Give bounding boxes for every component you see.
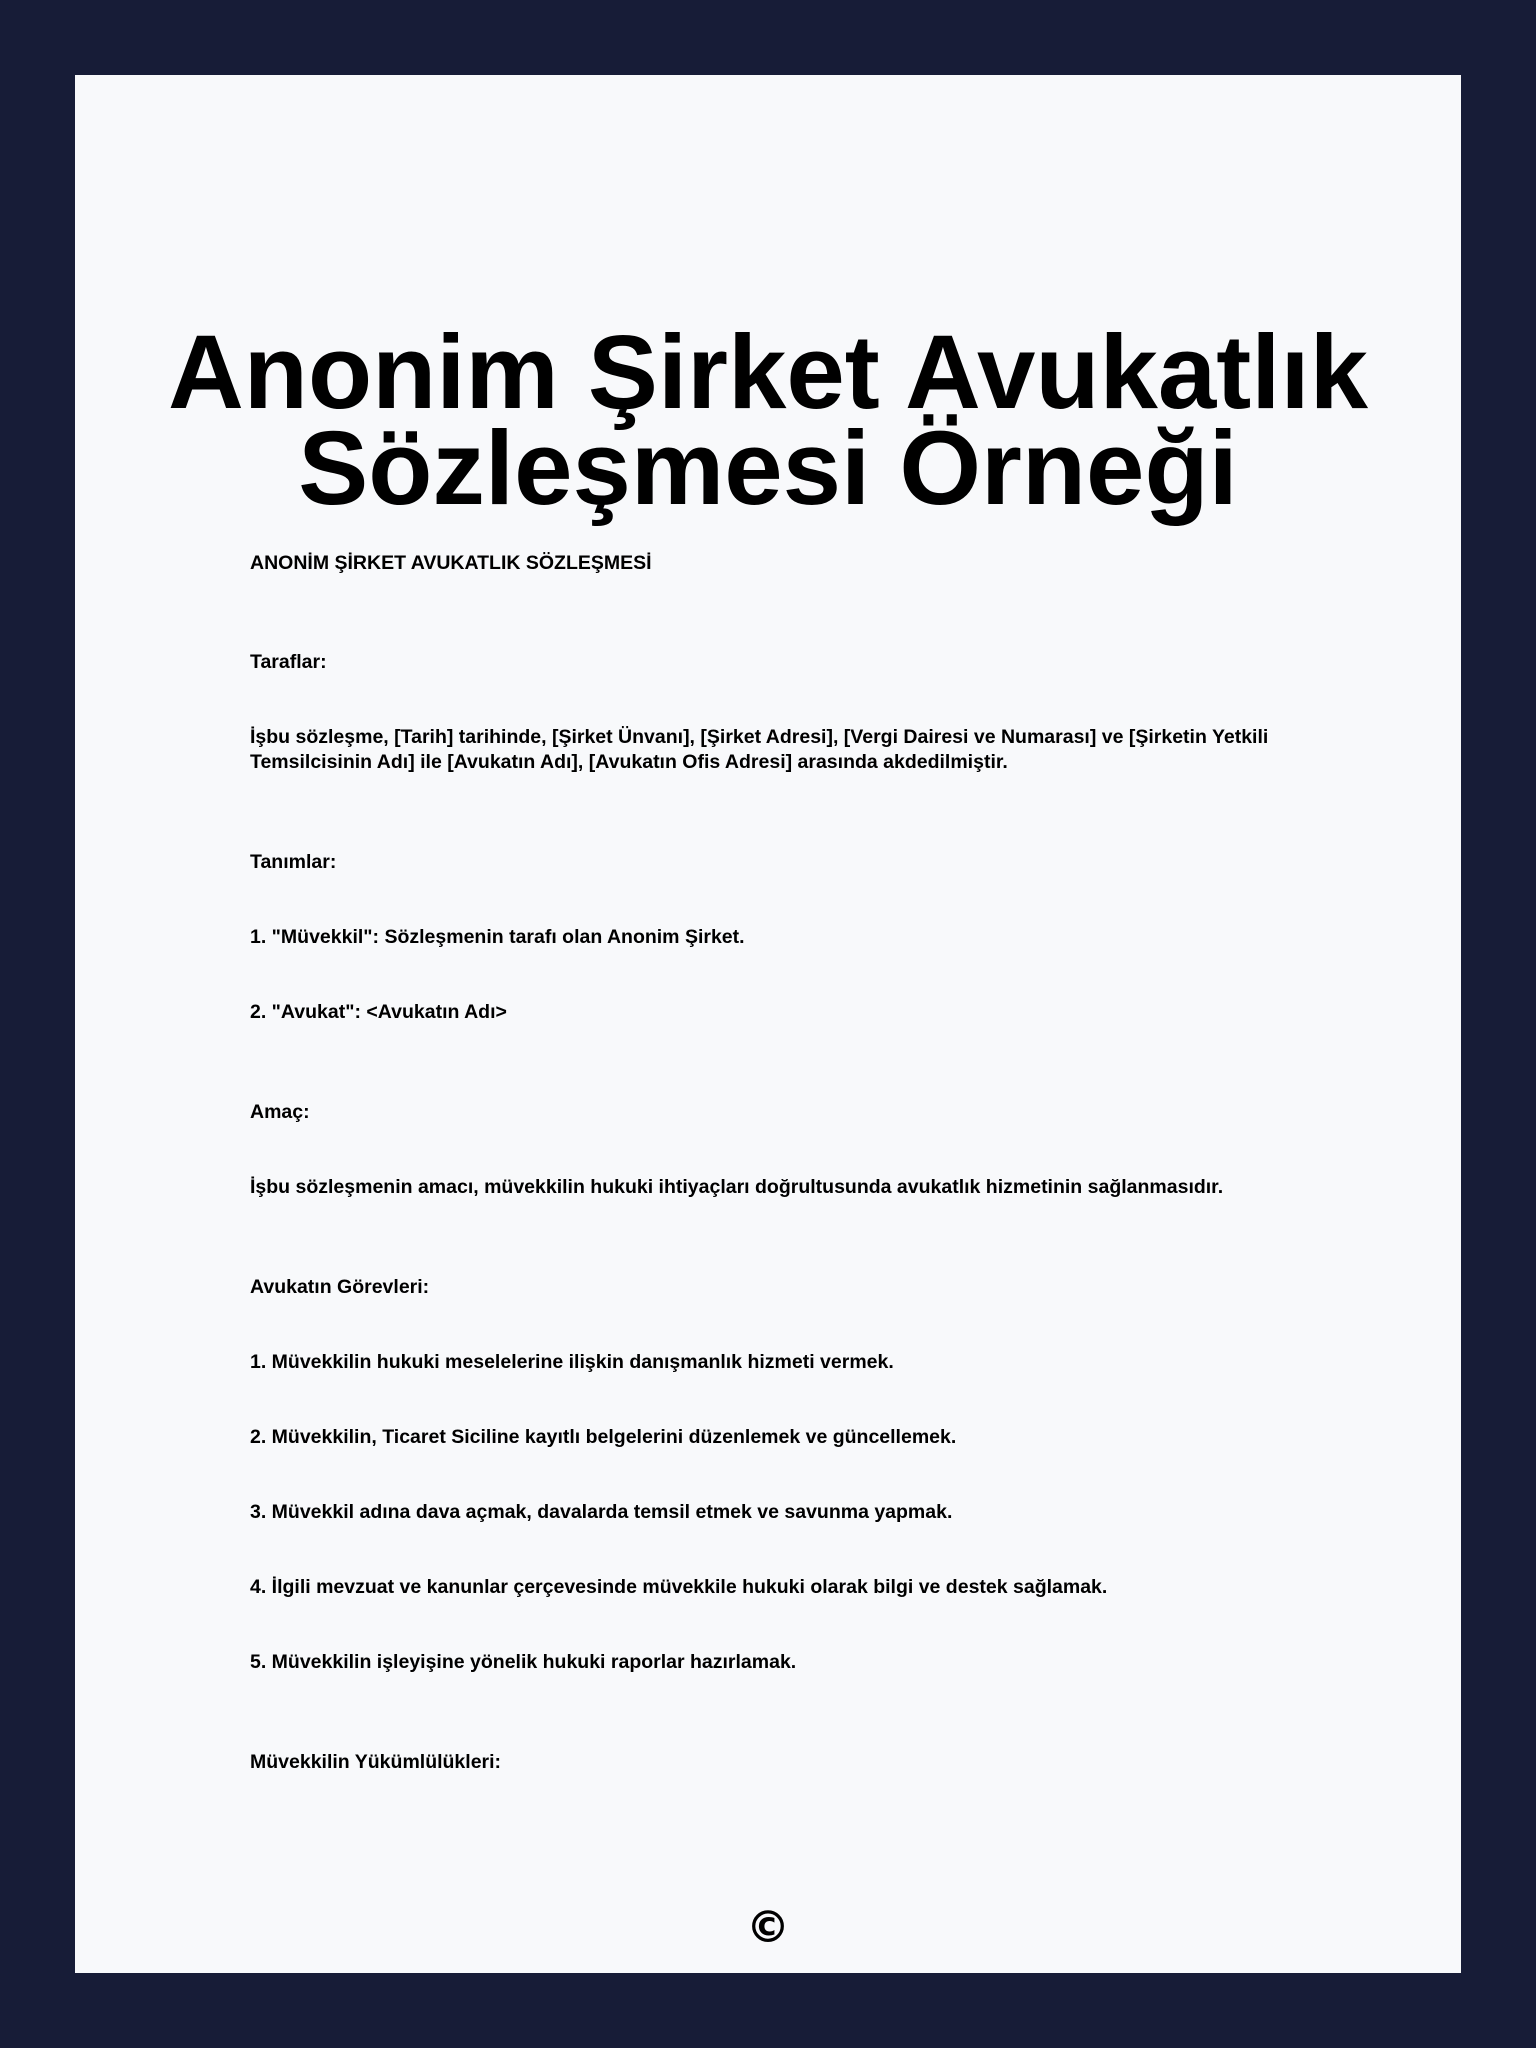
obligations-label: Müvekkilin Yükümlülükleri:	[250, 1751, 502, 1773]
duty-item: 5. Müvekkilin işleyişine yönelik hukuki raporlar hazırlamak.	[250, 1651, 797, 1673]
parties-label: Taraflar:	[250, 651, 327, 673]
copyright-icon: ©	[746, 1902, 790, 1953]
document-page	[75, 75, 1461, 1973]
duties-label: Avukatın Görevleri:	[250, 1276, 430, 1298]
purpose-paragraph: İşbu sözleşmenin amacı, müvekkilin hukuki ihtiyaçları doğrultusunda avukatlık hizmetinin sağlanmasıdır.	[250, 1176, 1224, 1198]
parties-paragraph: İşbu sözleşme, [Tarih] tarihinde, [Şirket Ünvanı], [Şirket Adresi], [Vergi Dairesi ve Numarası] ve [Şirketin Yetkili Temsilcisinin Adı] ile [Avukatın Adı], [Avukatın Ofis Adresi] arasında akdedilmiştir.	[250, 726, 1269, 773]
purpose-label: Amaç:	[250, 1101, 310, 1123]
duty-item: 1. Müvekkilin hukuki meselelerine ilişkin danışmanlık hizmeti vermek.	[250, 1351, 894, 1373]
contract-heading: ANONİM ŞİRKET AVUKATLIK SÖZLEŞMESİ	[250, 552, 652, 574]
duty-item: 2. Müvekkilin, Ticaret Siciline kayıtlı belgelerini düzenlemek ve güncellemek.	[250, 1426, 957, 1448]
title-line-1: Anonim Şirket Avukatlık	[167, 314, 1368, 431]
duty-item: 3. Müvekkil adına dava açmak, davalarda temsil etmek ve savunma yapmak.	[250, 1501, 953, 1523]
definition-item: 2. "Avukat": <Avukatın Adı>	[250, 1001, 507, 1023]
title-line-2: Sözleşmesi Örneği	[298, 410, 1238, 527]
duty-item: 4. İlgili mevzuat ve kanunlar çerçevesinde müvekkile hukuki olarak bilgi ve destek sağlamak.	[250, 1576, 1108, 1598]
definitions-label: Tanımlar:	[250, 851, 337, 873]
page-title	[75, 314, 1461, 527]
definition-item: 1. "Müvekkil": Sözleşmenin tarafı olan Anonim Şirket.	[250, 926, 745, 948]
